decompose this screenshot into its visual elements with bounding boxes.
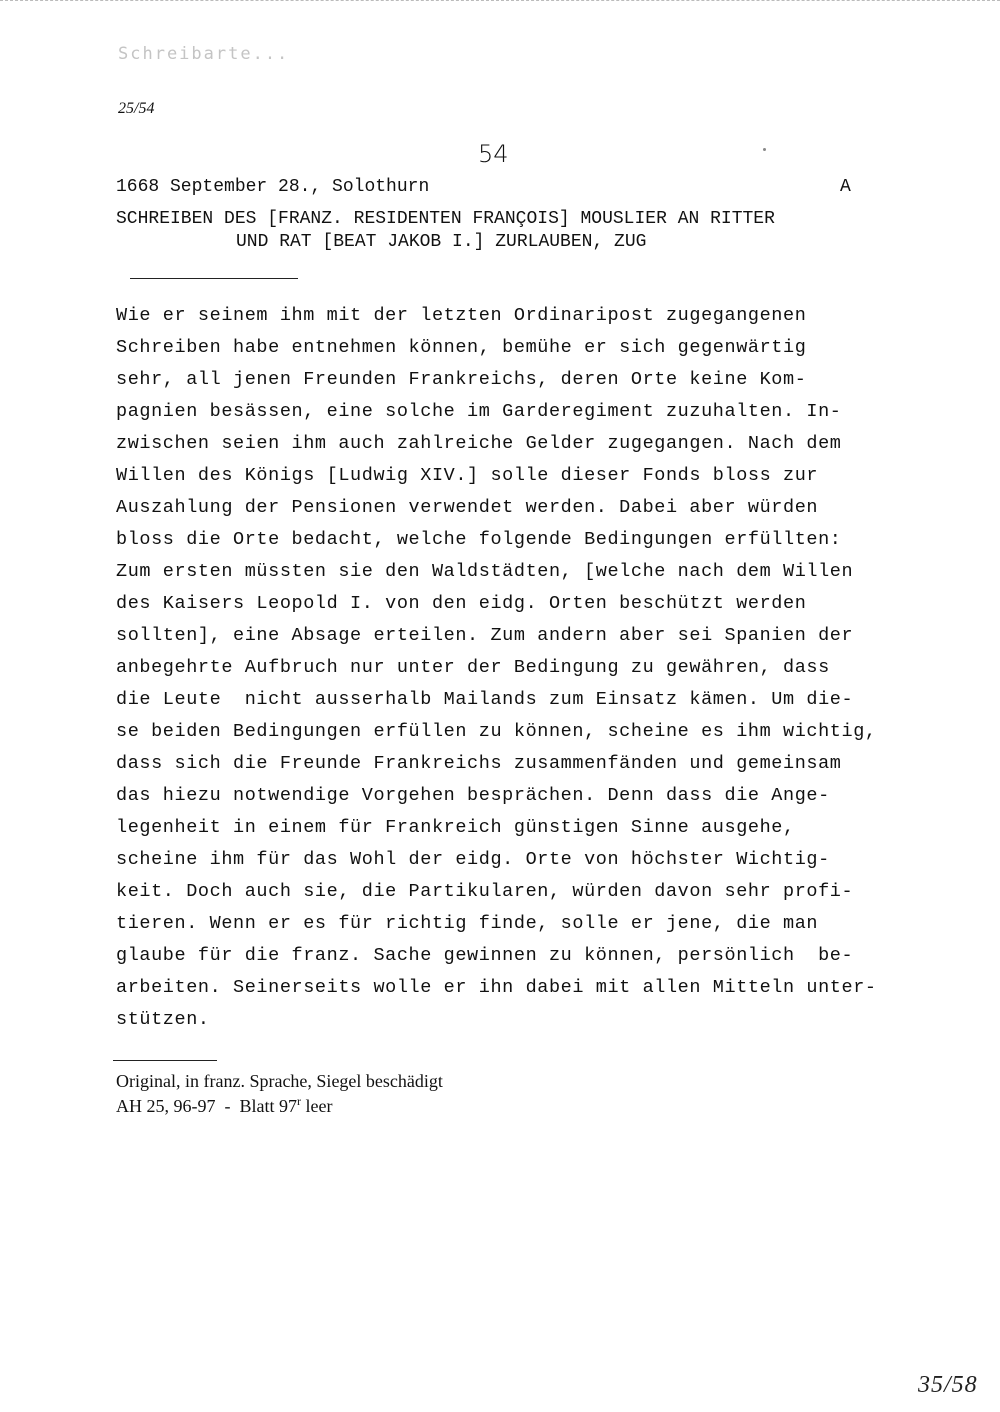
- body-line: Wie er seinem ihm mit der letzten Ordinaripost zugegangenen: [116, 305, 807, 326]
- body-line: Auszahlung der Pensionen verwendet werden. Dabei aber würden: [116, 497, 819, 518]
- body-line: sollten], eine Absage erteilen. Zum andern aber sei Spanien der: [116, 625, 854, 646]
- speck-mark: [763, 148, 766, 151]
- body-line: bloss die Orte bedacht, welche folgende Bedingungen erfüllten:: [116, 529, 842, 550]
- title-separator: [130, 278, 298, 279]
- body-line: legenheit in einem für Frankreich günstigen Sinne ausgehe,: [116, 817, 795, 838]
- page-number: 54: [478, 140, 509, 168]
- body-line: das hiezu notwendige Vorgehen besprächen. Denn dass die Ange-: [116, 785, 830, 806]
- footnote-archive: [116, 1094, 332, 1117]
- archive-reference: 25/54: [118, 100, 155, 117]
- body-line: stützen.: [116, 1009, 210, 1030]
- handwritten-folio-number: 35/58: [918, 1372, 978, 1398]
- body-line: pagnien besässen, eine solche im Garderegiment zuzuhalten. In-: [116, 401, 842, 422]
- footnote-archive-suffix: leer: [300, 1096, 333, 1116]
- body-line: Willen des Königs [Ludwig XIV.] solle dieser Fonds bloss zur: [116, 465, 819, 486]
- body-text: [116, 300, 916, 1036]
- body-line: glaube für die franz. Sache gewinnen zu können, persönlich be-: [116, 945, 854, 966]
- faint-stamp: Schreibarte...: [118, 44, 290, 64]
- body-line: arbeiten. Seinerseits wolle er ihn dabei mit allen Mitteln unter-: [116, 977, 877, 998]
- body-line: dass sich die Freunde Frankreichs zusammenfänden und gemeinsam: [116, 753, 842, 774]
- body-line: scheine ihm für das Wohl der eidg. Orte von höchster Wichtig-: [116, 849, 830, 870]
- body-line: Schreiben habe entnehmen können, bemühe er sich gegenwärtig: [116, 337, 807, 358]
- letter-code: A: [840, 177, 851, 197]
- footnote-recto-sup: r: [296, 1094, 301, 1108]
- footnote-archive-prefix: AH 25, 96-97 - Blatt 97: [116, 1096, 297, 1116]
- body-line: Zum ersten müssten sie den Waldstädten, [welche nach dem Willen: [116, 561, 854, 582]
- document-title-line-2: UND RAT [BEAT JAKOB I.] ZURLAUBEN, ZUG: [236, 232, 647, 252]
- date-place: 1668 September 28., Solothurn: [116, 177, 430, 197]
- body-line: zwischen seien ihm auch zahlreiche Gelder zugegangen. Nach dem: [116, 433, 842, 454]
- body-line: des Kaisers Leopold I. von den eidg. Orten beschützt werden: [116, 593, 807, 614]
- document-title-line-1: SCHREIBEN DES [FRANZ. RESIDENTEN FRANÇOIS] MOUSLIER AN RITTER: [116, 209, 775, 229]
- body-line: anbegehrte Aufbruch nur unter der Bedingung zu gewähren, dass: [116, 657, 830, 678]
- body-line: keit. Doch auch sie, die Partikularen, würden davon sehr profi-: [116, 881, 854, 902]
- scan-edge-line: [0, 0, 1000, 5]
- footnote-separator: [113, 1060, 217, 1061]
- body-line: tieren. Wenn er es für richtig finde, solle er jene, die man: [116, 913, 819, 934]
- body-line: se beiden Bedingungen erfüllen zu können, scheine es ihm wichtig,: [116, 721, 877, 742]
- body-line: sehr, all jenen Freunden Frankreichs, deren Orte keine Kom-: [116, 369, 807, 390]
- body-line: die Leute nicht ausserhalb Mailands zum Einsatz kämen. Um die-: [116, 689, 854, 710]
- footnote-source: Original, in franz. Sprache, Siegel beschädigt: [116, 1071, 443, 1091]
